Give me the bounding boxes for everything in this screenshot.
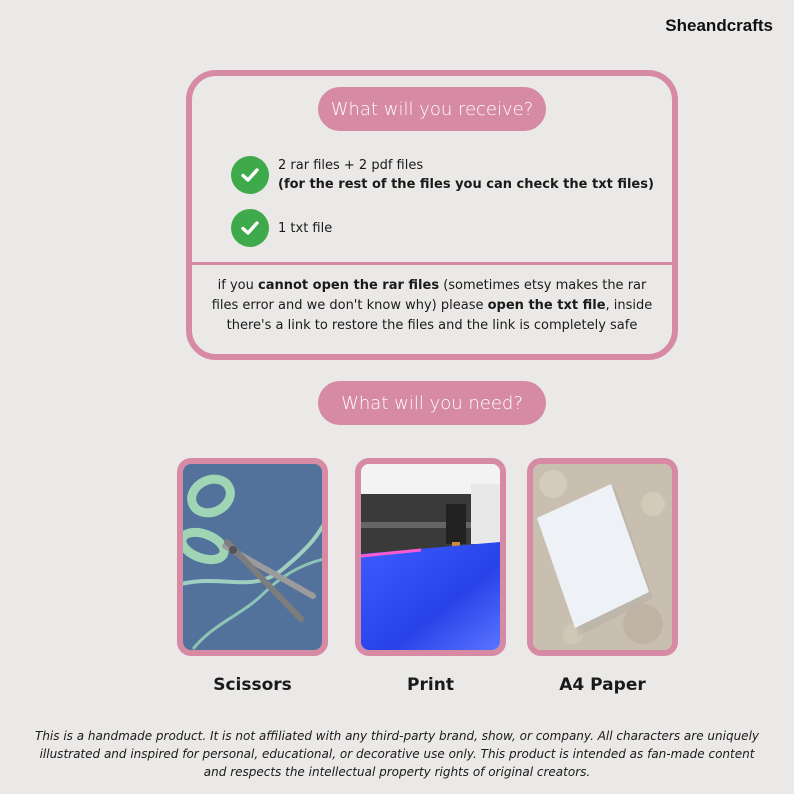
check-icon [231,156,269,194]
receive-item-text: 2 rar files + 2 pdf files [278,158,424,173]
receive-item [231,156,654,194]
cutting-machine-photo [355,458,506,656]
check-icon [231,209,269,247]
need-item-label: Print [407,675,454,695]
card-divider [192,262,672,265]
receive-item [231,209,332,247]
scissors-photo [177,458,328,656]
disclaimer-text: This is a handmade product. It is not affiliated with any third-party brand, show, or company. All characters are uniquely illustrated and inspired for personal, educational, or decorative use only. This product is intended as fan-made content and respects the intellectual property rights of original creators. [34,729,760,779]
receive-card [186,70,678,360]
paper-sheet-photo [527,458,678,656]
need-title: What will you need? [318,381,546,425]
rar-note: if you cannot open the rar files (sometimes etsy makes the rar files error and we don't know why) please open the txt file, inside there's a link to restore the files and the link is completely safe [211,278,653,333]
receive-item-text: 1 txt file [278,220,333,236]
brand-name: Sheandcrafts [665,16,773,35]
receive-item-subtext: (for the rest of the files you can check the txt files) [278,177,654,192]
receive-title: What will you receive? [318,87,546,131]
need-item-label: A4 Paper [559,675,646,695]
need-item-label: Scissors [213,675,292,695]
